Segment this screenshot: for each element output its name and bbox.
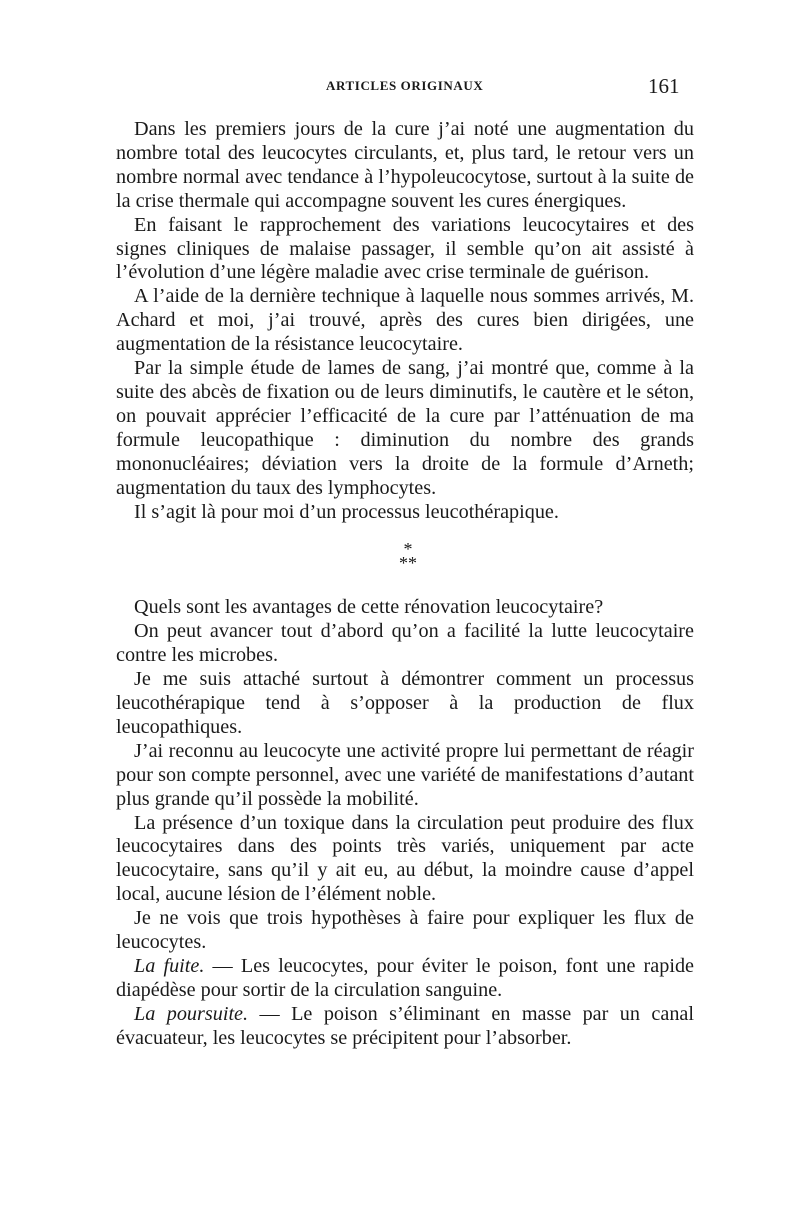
asterism: * ** <box>399 539 417 574</box>
paragraph-lead: La fuite. <box>134 955 205 977</box>
section-break <box>116 524 694 596</box>
paragraph-lead: La poursuite. <box>134 1002 249 1025</box>
paragraph-text: — Le poison s’éliminant en masse par un canal évacuateur, les leucocytes se précipitent pour l’absorber. <box>116 1002 694 1049</box>
paragraph: On peut avancer tout d’abord qu’on a facilité la lutte leucocytaire contre les microbes. <box>116 620 694 667</box>
header-title: ARTICLES ORIGINAUX <box>326 78 484 93</box>
paragraph-poursuite <box>116 1003 694 1051</box>
paragraph: Il s’agit là pour moi d’un processus leucothérapique. <box>134 500 559 523</box>
paragraph: Je ne vois que trois hypothèses à faire pour expliquer les flux de leucocytes. <box>116 907 694 954</box>
paragraph-text: — Les leucocytes, pour éviter le poison, font une rapide diapédèse pour sortir de la circulation sanguine. <box>116 955 694 1001</box>
page-number: 161 <box>648 74 680 98</box>
article-body <box>116 118 694 1051</box>
paragraph: J’ai reconnu au leucocyte une activité propre lui permettant de réagir pour son compte personnel, avec une variété de manifestations d’autant plus grande qu’il possède la mobilité. <box>116 739 694 810</box>
paragraph: Par la simple étude de lames de sang, j’ai montré que, comme à la suite des abcès de fixation ou de leurs diminutifs, le cautère et le séton, on pouvait apprécier l’efficacité de la cure par l’atténuation de ma formule leucopathique : diminution du nombre des grands mononucléaires; déviation vers la droite de la formule d’Arneth; augmentation du taux des lymphocytes. <box>116 357 694 499</box>
paragraph: A l’aide de la dernière technique à laquelle nous sommes arrivés, M. Achard et moi, j’ai trouvé, après des cures bien dirigées, une augmentation de la résistance leucocytaire. <box>116 285 694 356</box>
paragraph: Je me suis attaché surtout à démontrer comment un processus leucothérapique tend à s’opposer à la production de flux leucopathiques. <box>116 668 694 738</box>
running-header <box>0 74 800 100</box>
paragraph-fuite <box>116 955 694 1003</box>
paragraph: Dans les premiers jours de la cure j’ai noté une augmentation du nombre total des leucocytes circulants, et, plus tard, le retour vers un nombre normal avec tendance à l’hypoleucocytose, surtout à la suite de la crise thermale qui accompagne souvent les cures énergiques. <box>116 118 694 212</box>
paragraph: En faisant le rapprochement des variations leucocytaires et des signes cliniques de malaise passager, il semble qu’on ait assisté à l’évolution d’une légère maladie avec crise terminale de guérison. <box>116 213 694 284</box>
paragraph: Quels sont les avantages de cette rénovation leucocytaire? <box>134 596 604 619</box>
paragraph: La présence d’un toxique dans la circulation peut produire des flux leucocytaires dans des points très variés, uniquement par acte leucocytaire, sans qu’il y ait eu, au début, la moindre cause d’appel local, aucune lésion de l’élément noble. <box>116 811 694 906</box>
